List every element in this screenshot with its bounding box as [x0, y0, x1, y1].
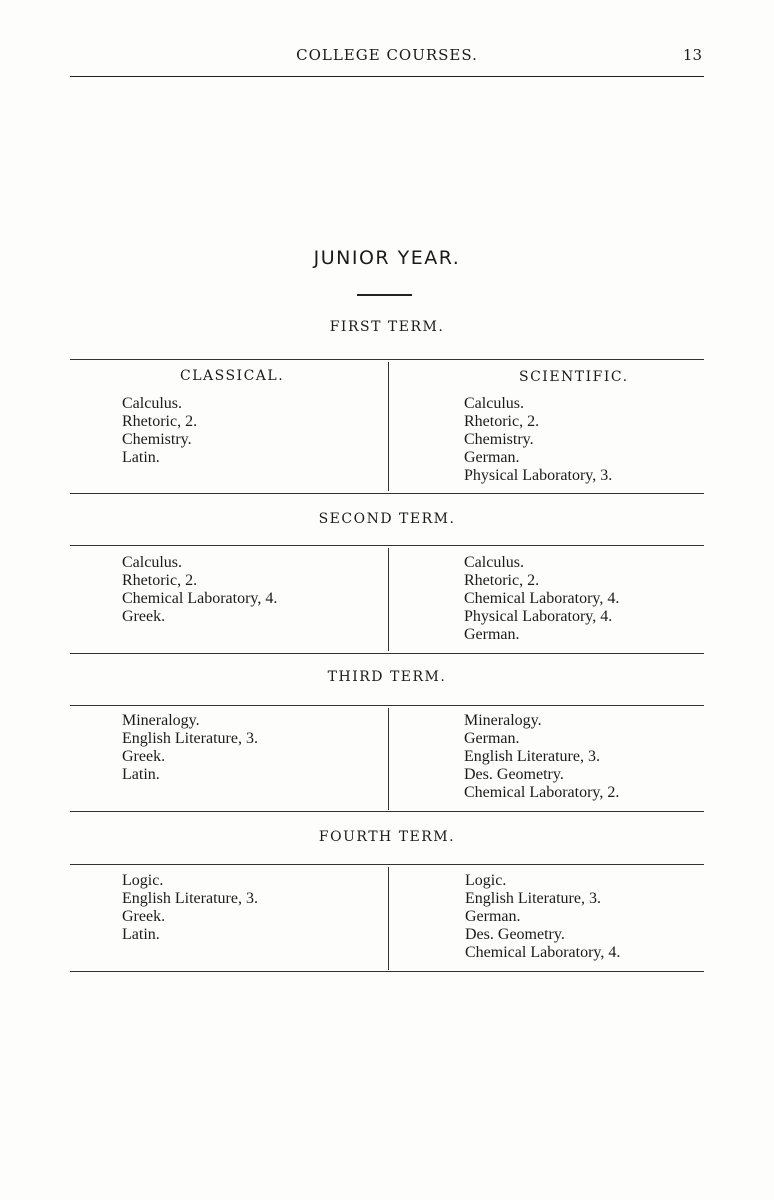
classical-course-list — [122, 395, 197, 467]
list-item: English Literature, 3. — [122, 890, 258, 907]
classical-course-list — [122, 872, 258, 944]
column-divider — [388, 548, 389, 651]
list-item: Calculus. — [464, 395, 524, 412]
classical-course-list — [122, 554, 277, 626]
list-item: Rhetoric, 2. — [464, 413, 540, 430]
list-item: Des. Geometry. — [464, 766, 564, 783]
column-divider — [388, 867, 389, 970]
list-item: Logic. — [122, 872, 164, 889]
list-item: Calculus. — [464, 554, 524, 571]
term-heading-second: SECOND TERM. — [318, 511, 456, 527]
list-item: Rhetoric, 2. — [122, 413, 198, 430]
table-rule — [70, 653, 704, 654]
scientific-course-list — [464, 395, 612, 485]
list-item: Greek. — [122, 608, 166, 625]
list-item: Physical Laboratory, 3. — [464, 467, 613, 484]
list-item: English Literature, 3. — [465, 890, 601, 907]
page-header — [70, 44, 704, 77]
list-item: Chemistry. — [464, 431, 534, 448]
column-header-classical: CLASSICAL. — [180, 368, 285, 384]
list-item: Mineralogy. — [464, 712, 542, 729]
list-item: German. — [465, 908, 521, 925]
table-rule — [70, 545, 704, 546]
column-divider — [388, 362, 389, 491]
list-item: Rhetoric, 2. — [122, 572, 198, 589]
list-item: English Literature, 3. — [464, 748, 600, 765]
term-heading-first: FIRST TERM. — [329, 319, 445, 335]
list-item: Latin. — [122, 926, 160, 943]
table-rule — [70, 705, 704, 706]
list-item: Calculus. — [122, 554, 182, 571]
list-item: Chemistry. — [122, 431, 192, 448]
classical-course-list — [122, 712, 258, 784]
table-rule — [70, 811, 704, 812]
list-item: German. — [464, 626, 520, 643]
page-number: 13 — [682, 46, 702, 64]
list-item: Chemical Laboratory, 4. — [465, 944, 621, 961]
column-divider — [388, 708, 389, 810]
list-item: Greek. — [122, 908, 166, 925]
list-item: Chemical Laboratory, 4. — [122, 590, 278, 607]
list-item: Des. Geometry. — [465, 926, 565, 943]
table-rule — [70, 971, 704, 972]
list-item: Logic. — [465, 872, 507, 889]
list-item: Mineralogy. — [122, 712, 200, 729]
list-item: German. — [464, 730, 520, 747]
running-title: COLLEGE COURSES. — [296, 46, 478, 64]
column-header-scientific: SCIENTIFIC. — [519, 369, 629, 385]
list-item: Chemical Laboratory, 2. — [464, 784, 620, 801]
list-item: Calculus. — [122, 395, 182, 412]
title-underline — [357, 294, 412, 296]
term-heading-third: THIRD TERM. — [327, 669, 447, 685]
table-rule — [70, 359, 704, 360]
list-item: Latin. — [122, 766, 160, 783]
list-item: English Literature, 3. — [122, 730, 258, 747]
scientific-course-list — [465, 872, 620, 962]
list-item: Greek. — [122, 748, 166, 765]
scientific-course-list — [464, 712, 619, 802]
list-item: German. — [464, 449, 520, 466]
table-rule — [70, 864, 704, 865]
list-item: Physical Laboratory, 4. — [464, 608, 613, 625]
list-item: Latin. — [122, 449, 160, 466]
table-rule — [70, 493, 704, 494]
year-title: JUNIOR YEAR. — [313, 247, 461, 269]
scientific-course-list — [464, 554, 619, 644]
list-item: Chemical Laboratory, 4. — [464, 590, 620, 607]
list-item: Rhetoric, 2. — [464, 572, 540, 589]
term-heading-fourth: FOURTH TERM. — [318, 829, 456, 845]
